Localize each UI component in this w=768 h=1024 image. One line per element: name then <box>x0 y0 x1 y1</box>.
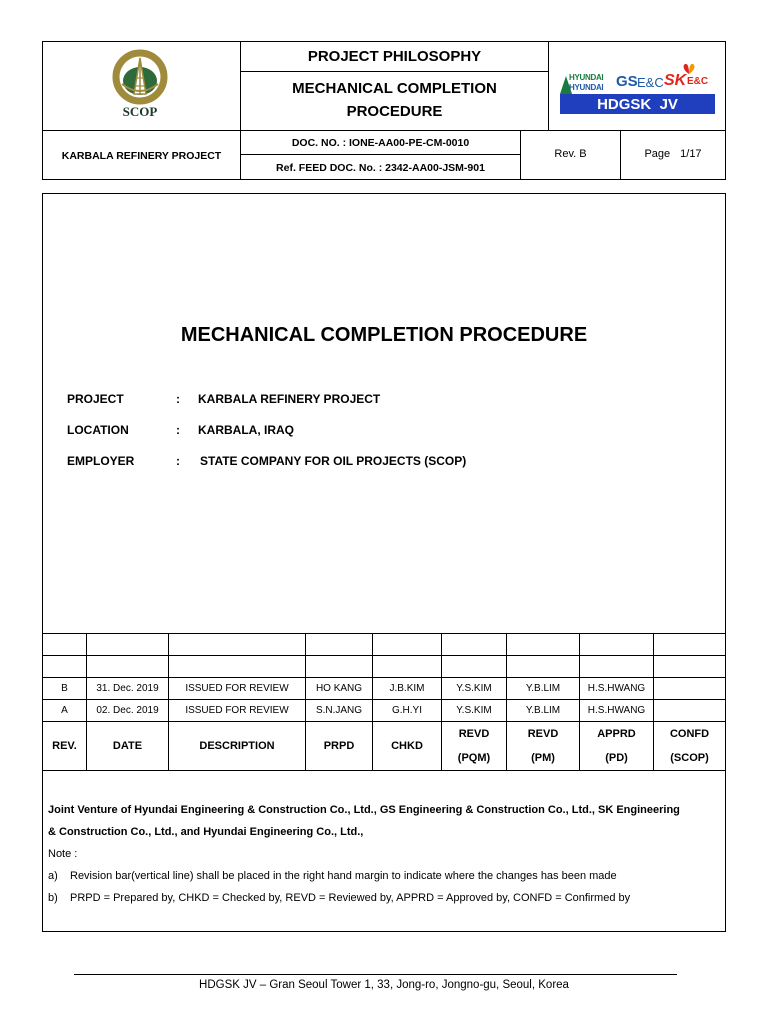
description-cell: ISSUED FOR REVIEW <box>169 700 306 722</box>
confd-cell <box>654 700 726 722</box>
scop-logo-text: SCOP <box>122 104 158 119</box>
hdgsk-jv-banner: HDGSK JV <box>560 94 715 114</box>
table-row <box>43 700 726 722</box>
revd-pqm-cell: Y.S.KIM <box>442 700 507 722</box>
revd-pm-cell: Y.B.LIM <box>507 700 580 722</box>
chkd-cell: J.B.KIM <box>373 678 442 700</box>
gs-text: GS <box>616 73 638 90</box>
description-cell: ISSUED FOR REVIEW <box>169 678 306 700</box>
field-sep-location: : <box>176 423 180 437</box>
prpd-cell: HO KANG <box>306 678 373 700</box>
table-header-row <box>43 722 726 771</box>
header-revd-pqm: REVD (PQM) <box>442 722 507 771</box>
project-name: KARBALA REFINERY PROJECT <box>61 149 222 162</box>
field-sep-project: : <box>176 392 180 406</box>
header-description: DESCRIPTION <box>169 722 306 771</box>
chkd-cell: G.H.YI <box>373 700 442 722</box>
revd-pqm-cell: Y.S.KIM <box>442 678 507 700</box>
footer-rule <box>74 974 677 975</box>
doc-title: PROJECT PHILOSOPHY <box>307 48 482 65</box>
apprd-cell: H.S.HWANG <box>580 678 654 700</box>
footer-address: HDGSK JV – Gran Seoul Tower 1, 33, Jong-ro, Jongno-gu, Seoul, Korea <box>199 979 569 991</box>
rev-cell: B <box>43 678 87 700</box>
prpd-cell: S.N.JANG <box>306 700 373 722</box>
header-rev: REV. <box>43 722 87 771</box>
blank-row <box>43 656 726 678</box>
note-item-a <box>48 865 723 887</box>
note-item-b <box>48 887 723 909</box>
apprd-cell: H.S.HWANG <box>580 700 654 722</box>
header-apprd: APPRD (PD) <box>580 722 654 771</box>
revision-table <box>42 633 726 771</box>
hdgsk-logo <box>560 71 716 115</box>
hyundai-text-top: HYUNDAI <box>569 73 604 82</box>
date-cell: 31. Dec. 2019 <box>87 678 169 700</box>
sk-butterfly-icon <box>682 63 696 75</box>
date-cell: 02. Dec. 2019 <box>87 700 169 722</box>
note-marker: a) <box>48 870 58 882</box>
note-label: Note : <box>48 848 78 860</box>
header-confd: CONFD (SCOP) <box>654 722 726 771</box>
note-text: PRPD = Prepared by, CHKD = Checked by, REVD = Reviewed by, APPRD = Approved by, CONFD = Confirmed by <box>70 892 631 904</box>
page-label: Page <box>644 147 671 160</box>
page-number <box>621 131 725 176</box>
doc-subtitle-line2: PROCEDURE <box>346 103 443 120</box>
sk-ec-text: E&C <box>687 76 709 87</box>
doc-subtitle-line1: MECHANICAL COMPLETION <box>292 80 497 97</box>
field-label-employer: EMPLOYER <box>67 454 135 468</box>
rev-cell: A <box>43 700 87 722</box>
gs-ec-text: E&C <box>637 75 664 90</box>
field-sep-employer: : <box>176 454 180 468</box>
doc-number: DOC. NO. : IONE-AA00-PE-CM-0010 <box>291 136 470 149</box>
table-row <box>43 678 726 700</box>
field-label-location: LOCATION <box>67 423 129 437</box>
field-value-project: KARBALA REFINERY PROJECT <box>198 392 381 406</box>
revd-pm-cell: Y.B.LIM <box>507 678 580 700</box>
blank-row <box>43 634 726 656</box>
jv-statement-line2: & Construction Co., Ltd., and Hyundai Engineering Co., Ltd., <box>48 826 364 838</box>
header-date: DATE <box>87 722 169 771</box>
ref-feed-doc-number: Ref. FEED DOC. No. : 2342-AA00-JSM-901 <box>276 161 485 174</box>
notes-section <box>48 799 723 909</box>
field-label-project: PROJECT <box>67 392 124 406</box>
note-marker: b) <box>48 892 58 904</box>
sk-text: SK <box>664 72 687 89</box>
field-value-employer: STATE COMPANY FOR OIL PROJECTS (SCOP) <box>200 454 467 468</box>
header-chkd: CHKD <box>373 722 442 771</box>
jv-statement-line1: Joint Venture of Hyundai Engineering & Construction Co., Ltd., GS Engineering & Construction Co., Ltd., SK Engineering <box>48 804 680 816</box>
hyundai-text-bottom: HYUNDAI <box>569 83 604 92</box>
note-text: Revision bar(vertical line) shall be placed in the right hand margin to indicate where the changes has been made <box>70 870 617 882</box>
cover-title: MECHANICAL COMPLETION PROCEDURE <box>180 323 588 346</box>
header-prpd: PRPD <box>306 722 373 771</box>
header-revd-pm: REVD (PM) <box>507 722 580 771</box>
field-value-location: KARBALA, IRAQ <box>198 423 294 437</box>
confd-cell <box>654 678 726 700</box>
page-value: 1/17 <box>680 147 702 160</box>
revision-label: Rev. B <box>554 147 587 160</box>
doc-subtitle <box>241 72 548 130</box>
